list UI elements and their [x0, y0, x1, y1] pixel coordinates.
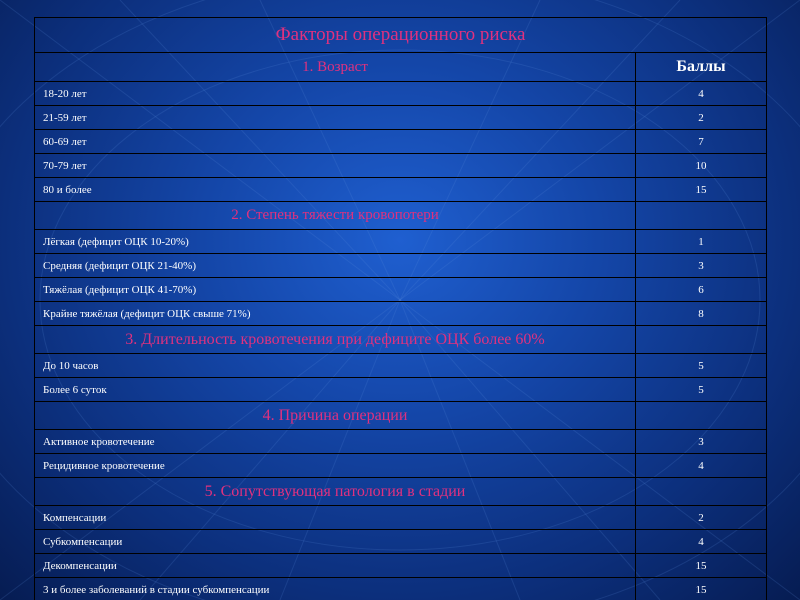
row-score: 5 [636, 378, 767, 402]
table-row [35, 278, 767, 302]
section-header-row [35, 326, 767, 354]
row-label: 21-59 лет [35, 106, 636, 130]
table-row [35, 230, 767, 254]
row-score: 7 [636, 130, 767, 154]
row-score: 6 [636, 278, 767, 302]
table-row [35, 454, 767, 478]
row-label: 70-79 лет [35, 154, 636, 178]
score-column-header: Баллы [636, 53, 767, 82]
row-label: 80 и более [35, 178, 636, 202]
row-label: Более 6 суток [35, 378, 636, 402]
section-title-operation-cause: 4. Причина операции [35, 402, 636, 430]
row-score: 2 [636, 506, 767, 530]
section-header-row [35, 478, 767, 506]
row-score: 4 [636, 82, 767, 106]
table-row [35, 578, 767, 600]
section-header-row [35, 402, 767, 430]
row-label: Рецидивное кровотечение [35, 454, 636, 478]
table-row [35, 106, 767, 130]
row-score: 10 [636, 154, 767, 178]
table-row [35, 378, 767, 402]
row-score: 2 [636, 106, 767, 130]
row-score: 1 [636, 230, 767, 254]
row-label: 18-20 лет [35, 82, 636, 106]
table-row [35, 530, 767, 554]
row-score: 4 [636, 530, 767, 554]
section-title-age: 1. Возраст [35, 53, 636, 82]
empty-cell [636, 202, 767, 230]
row-label: Активное кровотечение [35, 430, 636, 454]
row-label: 60-69 лет [35, 130, 636, 154]
table-row [35, 354, 767, 378]
row-score: 15 [636, 178, 767, 202]
table-row [35, 178, 767, 202]
row-label: До 10 часов [35, 354, 636, 378]
table-row [35, 430, 767, 454]
table-row [35, 154, 767, 178]
row-score: 5 [636, 354, 767, 378]
table-title-row [35, 18, 767, 53]
table-title: Факторы операционного риска [35, 18, 767, 53]
table-row [35, 82, 767, 106]
row-label: Компенсации [35, 506, 636, 530]
row-label: Декомпенсации [35, 554, 636, 578]
row-label: Крайне тяжёлая (дефицит ОЦК свыше 71%) [35, 302, 636, 326]
row-label: Лёгкая (дефицит ОЦК 10-20%) [35, 230, 636, 254]
row-score: 3 [636, 254, 767, 278]
row-score: 8 [636, 302, 767, 326]
row-score: 4 [636, 454, 767, 478]
row-score: 15 [636, 578, 767, 600]
section-title-blood-loss: 2. Степень тяжести кровопотери [35, 202, 636, 230]
empty-cell [636, 326, 767, 354]
table-row [35, 130, 767, 154]
table-row [35, 254, 767, 278]
table-row [35, 554, 767, 578]
row-label: Субкомпенсации [35, 530, 636, 554]
row-label: Средняя (дефицит ОЦК 21-40%) [35, 254, 636, 278]
table-row [35, 302, 767, 326]
table-header-row [35, 53, 767, 82]
row-label: Тяжёлая (дефицит ОЦК 41-70%) [35, 278, 636, 302]
risk-factors-table [34, 17, 767, 600]
table-row [35, 506, 767, 530]
row-score: 15 [636, 554, 767, 578]
section-title-bleeding-duration: 3. Длительность кровотечения при дефиците ОЦК более 60% [35, 326, 636, 354]
empty-cell [636, 478, 767, 506]
section-title-comorbidity: 5. Сопутствующая патология в стадии [35, 478, 636, 506]
section-header-row [35, 202, 767, 230]
empty-cell [636, 402, 767, 430]
row-label: 3 и более заболеваний в стадии субкомпенсации [35, 578, 636, 600]
row-score: 3 [636, 430, 767, 454]
